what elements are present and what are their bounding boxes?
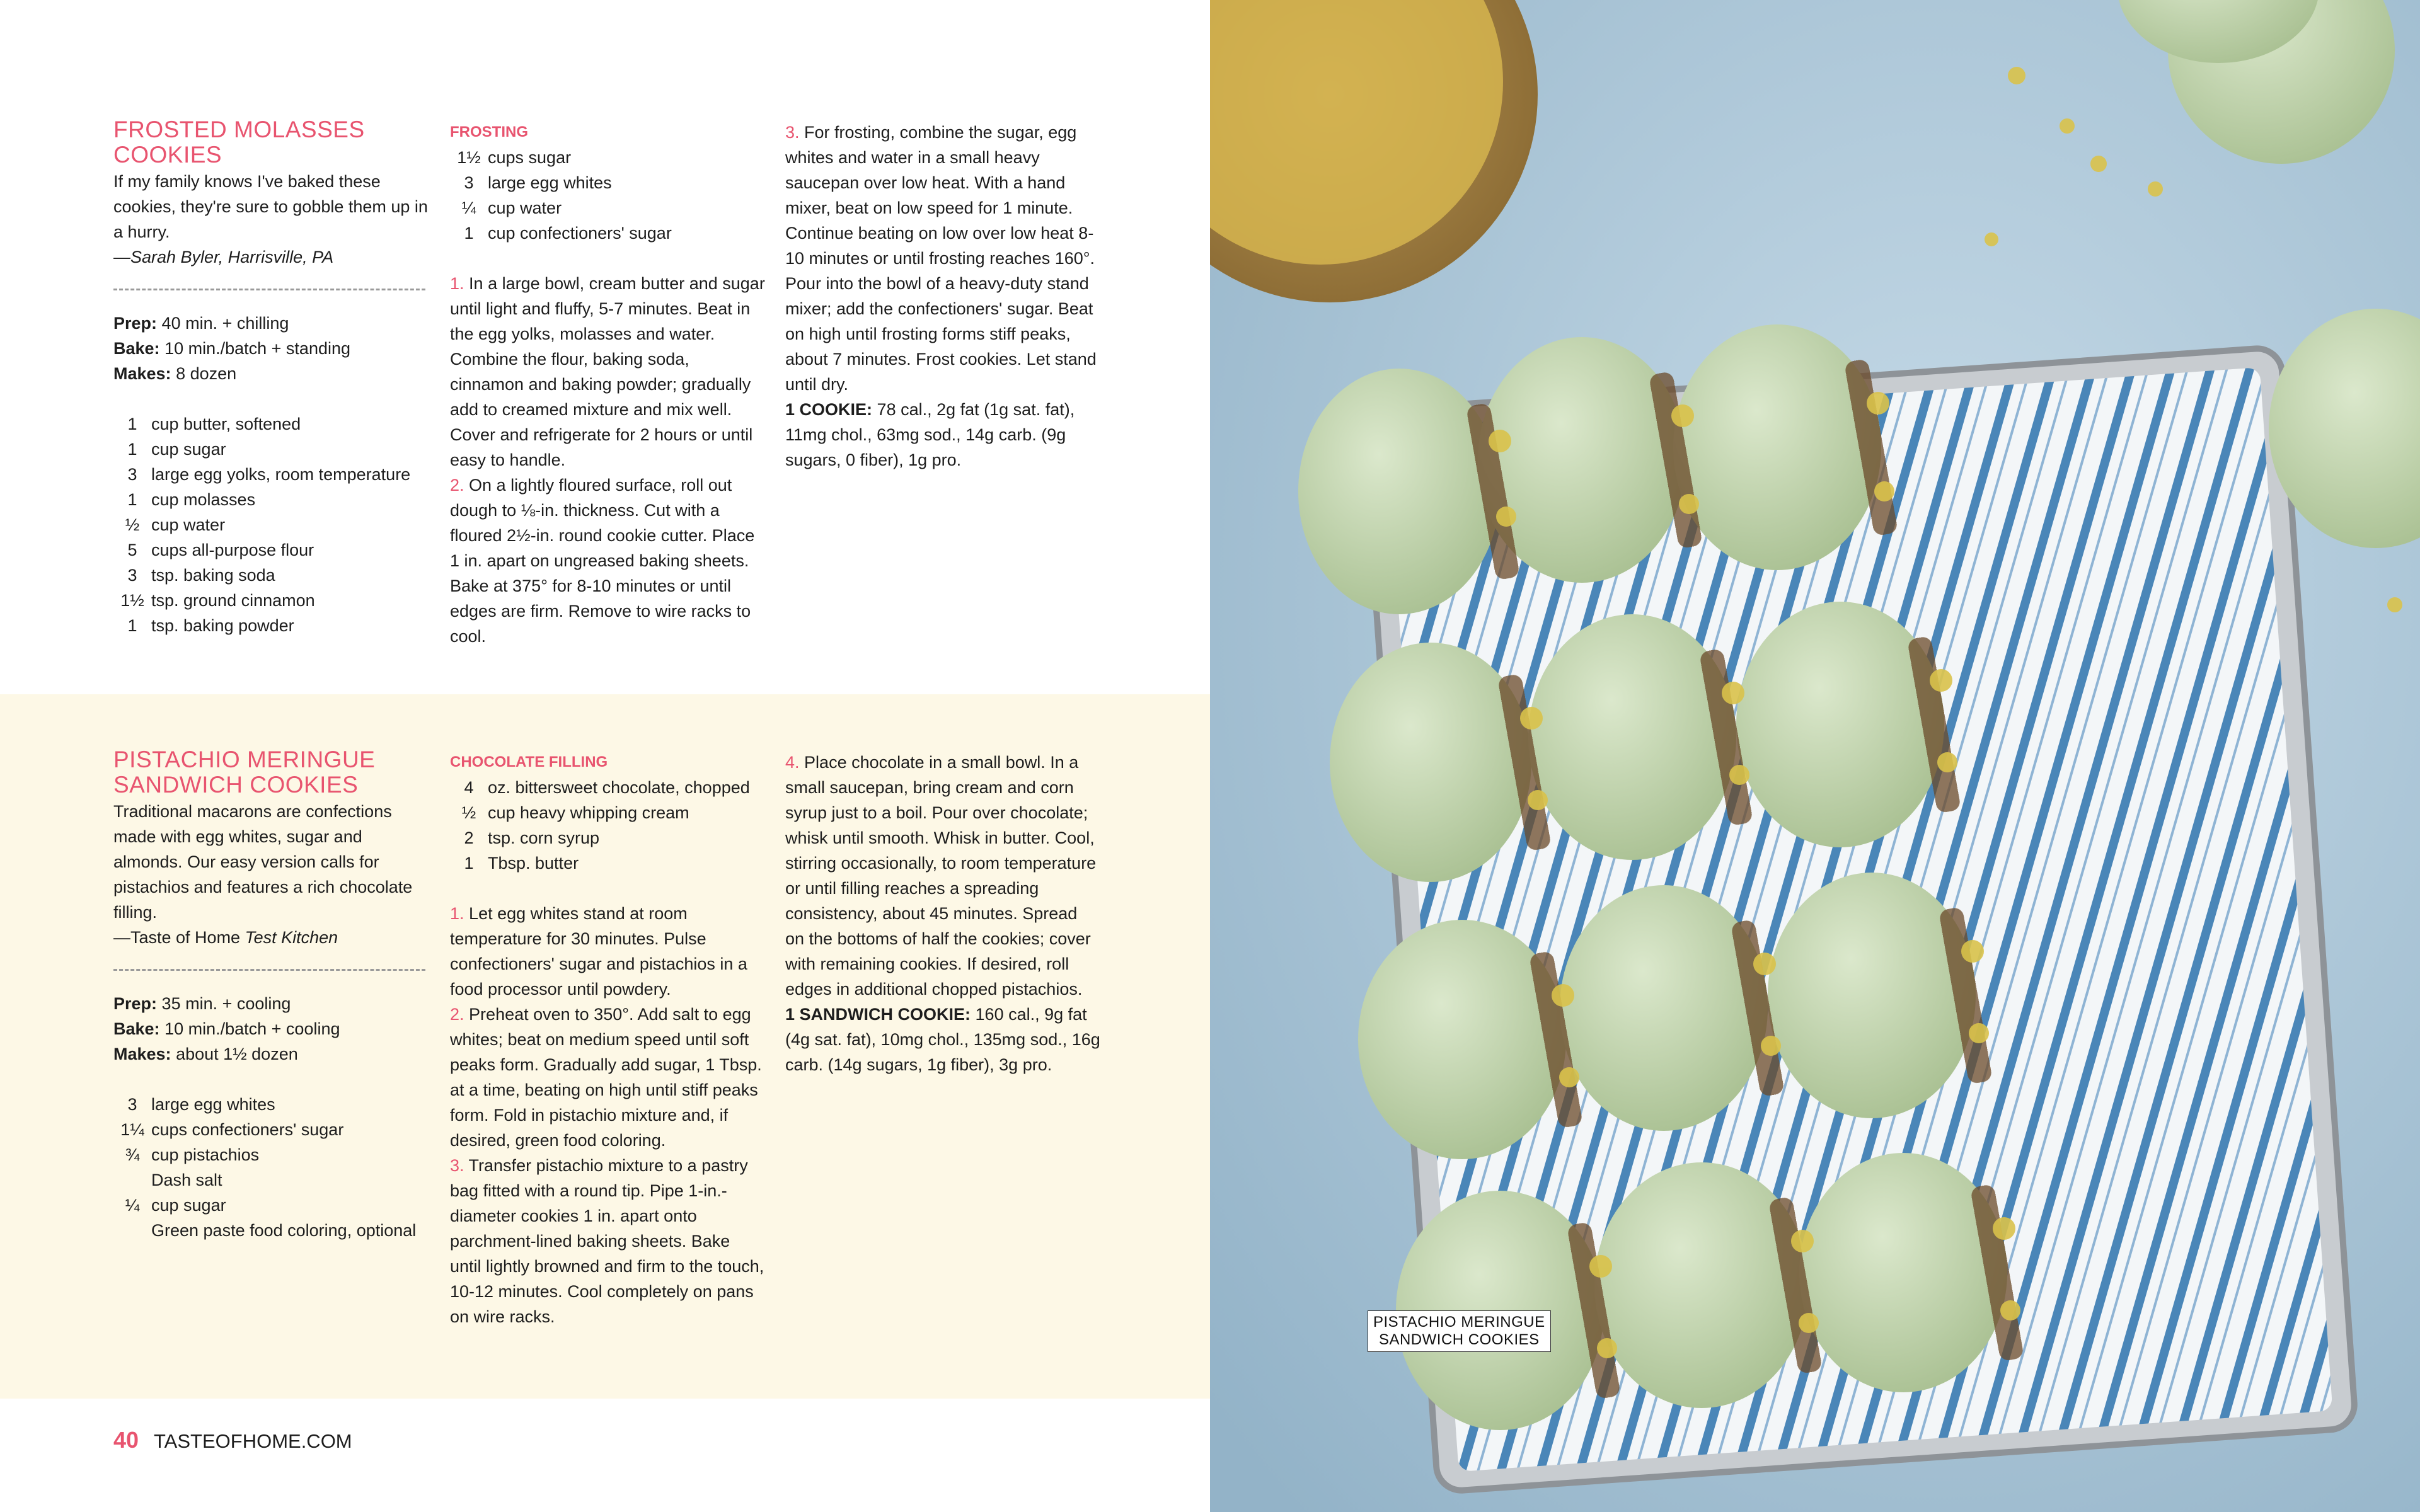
ingredient-qty: 1 [127, 490, 137, 509]
byline-italic: Test Kitchen [245, 928, 338, 947]
ingredient-qty: ¾ [125, 1145, 140, 1164]
ingredient-row [113, 613, 429, 638]
ingredient-row [113, 512, 429, 537]
frosting-ingredients [450, 145, 765, 246]
recipe1-column-2 [450, 120, 765, 649]
step-text: Place chocolate in a small bowl. In a small saucepan, bring cream and corn syrup just to a boil. Pour over chocolate; whisk until smooth. Whisk in butter. Cool, stirring occasionally, to room temperature or until filling reaches a spreading consistency, about 45 minutes. Spread on the bottoms of half the cookies; cover with remaining cookies. If desired, roll edges in additional chopped pistachios. [785, 753, 1097, 999]
bake-time: 10 min./batch + cooling [164, 1019, 340, 1038]
makes-label: Makes: [113, 364, 171, 383]
prep-label: Prep: [113, 314, 158, 333]
byline-prefix: —Taste of Home [113, 928, 245, 947]
filling-ingredients [450, 775, 765, 876]
step-text: On a lightly floured surface, roll out dough to ⅛-in. thickness. Cut with a floured 2½-in. round cookie cutter. Place 1 in. apart on ungreased baking sheets. Bake at 375° for 8-10 minutes or until edges are firm. Remove to wire racks to cool. [450, 476, 755, 646]
ingredient-qty: ½ [461, 803, 476, 822]
ingredient-qty: 4 [464, 778, 474, 797]
frosting-heading: FROSTING [450, 123, 528, 140]
ingredient-row [450, 195, 765, 220]
ingredient-row [113, 1218, 429, 1243]
ingredient-row [113, 437, 429, 462]
step-number: 3. [785, 123, 800, 142]
caption-line-1: PISTACHIO MERINGUE [1373, 1314, 1545, 1331]
ingredient-item: cup heavy whipping cream [488, 803, 689, 822]
step-text: Preheat oven to 350°. Add salt to egg whites; beat on medium speed until soft peaks form. Gradually add sugar, 1 Tbsp. at a time, beating on high until stiff peaks form. Fold in pistachio mixture and, if desired, green food coloring. [450, 1005, 762, 1150]
ingredient-item: cup pistachios [151, 1145, 260, 1164]
ingredient-row [450, 220, 765, 246]
step-number: 1. [450, 904, 464, 923]
step [450, 901, 765, 1002]
makes-yield: 8 dozen [176, 364, 237, 383]
ingredient-item: cups sugar [488, 148, 572, 167]
recipe1-ingredients [113, 411, 429, 638]
ingredient-row [113, 462, 429, 487]
recipe2-intro: Traditional macarons are confections made with egg whites, sugar and almonds. Our easy version calls for pistachios and features a rich chocolate filling. [113, 802, 413, 922]
ingredient-item: large egg whites [488, 173, 612, 192]
ingredient-row [113, 1193, 429, 1218]
step [785, 120, 1100, 397]
recipe2-byline [113, 925, 429, 950]
ingredient-row [113, 563, 429, 588]
step-text: In a large bowl, cream butter and sugar until light and fluffy, 5-7 minutes. Beat in the egg yolks, molasses and water. Combine the flour, baking soda, cinnamon and baking powder; gradually add to creamed mixture and mix well. Cover and refrigerate for 2 hours or until easy to handle. [450, 274, 765, 469]
ingredient-item: large egg yolks, room temperature [151, 465, 411, 484]
chocolate-filling-heading: CHOCOLATE FILLING [450, 753, 608, 770]
site-name: TASTEOFHOME.COM [154, 1430, 352, 1452]
photo-caption [1368, 1310, 1551, 1352]
ingredient-item: cup confectioners' sugar [488, 224, 672, 243]
ingredient-item: cup water [151, 515, 226, 534]
step [450, 472, 765, 649]
recipe2-column-3 [785, 750, 1100, 1077]
ingredient-row [113, 1092, 429, 1117]
ingredient-item: Green paste food coloring, optional [151, 1221, 417, 1240]
ingredient-qty: 1 [464, 224, 474, 243]
ingredient-qty: 1¼ [120, 1120, 144, 1139]
prep-time: 40 min. + chilling [161, 314, 289, 333]
recipe1-byline: —Sarah Byler, Harrisville, PA [113, 248, 334, 266]
ingredient-row [450, 145, 765, 170]
step-number: 4. [785, 753, 800, 772]
recipe2-nutrition [785, 1002, 1100, 1077]
recipe1-meta [113, 311, 429, 386]
recipe2-column-1 [113, 747, 429, 1243]
ingredient-qty [113, 1218, 151, 1243]
recipe2-steps [450, 901, 765, 1329]
ingredient-row [113, 1142, 429, 1167]
ingredient-item: large egg whites [151, 1095, 275, 1114]
ingredient-row [450, 170, 765, 195]
ingredient-qty: 1 [464, 854, 474, 873]
step-number: 2. [450, 1005, 464, 1024]
nutrition-label: 1 COOKIE: [785, 400, 873, 419]
ingredient-qty: 3 [127, 1095, 137, 1114]
recipe2-column-2 [450, 750, 765, 1329]
ingredient-item: cup sugar [151, 440, 226, 459]
cookie-photo [1210, 0, 2420, 1512]
step-text: Let egg whites stand at room temperature for 30 minutes. Pulse confectioners' sugar and pistachios in a food processor until powdery. [450, 904, 747, 999]
prep-label: Prep: [113, 994, 158, 1013]
ingredient-row [450, 775, 765, 800]
ingredient-qty [113, 1167, 151, 1193]
ingredient-row [113, 537, 429, 563]
recipe1-title: FROSTED MOLASSES COOKIES [113, 117, 365, 168]
step-text: Transfer pistachio mixture to a pastry bag fitted with a round tip. Pipe 1-in.-diameter cookies 1 in. apart onto parchment-lined baking sheets. Bake until lightly browned and firm to the touch, 10-12 minutes. Cool completely on pans on wire racks. [450, 1156, 764, 1326]
ingredient-row [450, 825, 765, 850]
ingredient-qty: 3 [464, 173, 474, 192]
ingredient-qty: ¼ [125, 1196, 140, 1215]
recipe2-meta [113, 991, 429, 1067]
ingredient-item: Tbsp. butter [488, 854, 579, 873]
recipe1-intro: If my family knows I've baked these cookies, they're sure to gobble them up in a hurry. [113, 172, 428, 241]
ingredient-item: cups all-purpose flour [151, 541, 314, 559]
ingredient-qty: 3 [127, 465, 137, 484]
step [450, 1002, 765, 1153]
ingredient-row [113, 411, 429, 437]
page-footer [113, 1428, 352, 1454]
makes-label: Makes: [113, 1045, 171, 1063]
makes-yield: about 1½ dozen [176, 1045, 298, 1063]
ingredient-qty: 3 [127, 566, 137, 585]
ingredient-item: tsp. baking powder [151, 616, 294, 635]
nutrition-text: 78 cal., 2g fat (1g sat. fat), 11mg chol., 63mg sod., 14g carb. (9g sugars, 0 fiber), 1g pro. [785, 400, 1075, 469]
step-number: 1. [450, 274, 464, 293]
ingredient-qty: 1½ [457, 148, 481, 167]
step [785, 750, 1100, 1002]
ingredient-row [450, 800, 765, 825]
ingredient-qty: ¼ [461, 198, 476, 217]
recipe2-title: PISTACHIO MERINGUE SANDWICH COOKIES [113, 747, 376, 798]
bake-label: Bake: [113, 1019, 160, 1038]
photo-illustration [1210, 0, 2420, 1512]
prep-time: 35 min. + cooling [161, 994, 291, 1013]
step-text: For frosting, combine the sugar, egg whites and water in a small heavy saucepan over low heat. With a hand mixer, beat on low speed for 1 minute. Continue beating on low over low heat 8-10 minutes or until frosting reaches 160°. Pour into the bowl of a heavy-duty stand mixer; add the confectioners' sugar. Beat on high until frosting forms stiff peaks, about 7 minutes. Frost cookies. Let stand until dry. [785, 123, 1097, 394]
ingredient-qty: 1 [127, 616, 137, 635]
ingredient-qty: 2 [464, 828, 474, 847]
ingredient-row [113, 1117, 429, 1142]
nutrition-label: 1 SANDWICH COOKIE: [785, 1005, 971, 1024]
ingredient-qty: 1 [127, 440, 137, 459]
ingredient-item: tsp. baking soda [151, 566, 275, 585]
recipe2-ingredients [113, 1092, 429, 1243]
ingredient-item: cups confectioners' sugar [151, 1120, 344, 1139]
ingredient-item: tsp. ground cinnamon [151, 591, 315, 610]
recipe1-column-3 [785, 120, 1100, 472]
step-number: 2. [450, 476, 464, 495]
ingredient-row [113, 588, 429, 613]
nutrition-text: 160 cal., 9g fat (4g sat. fat), 10mg chol., 135mg sod., 16g carb. (14g sugars, 1g fiber), 3g pro. [785, 1005, 1100, 1074]
ingredient-item: cup water [488, 198, 562, 217]
ingredient-qty: 5 [127, 541, 137, 559]
ingredient-item: cup sugar [151, 1196, 226, 1215]
ingredient-item: oz. bittersweet chocolate, chopped [488, 778, 750, 797]
bake-label: Bake: [113, 339, 160, 358]
ingredient-row [113, 1167, 429, 1193]
step [450, 271, 765, 472]
ingredient-qty: 1½ [120, 591, 144, 610]
ingredient-row [450, 850, 765, 876]
caption-line-2: SANDWICH COOKIES [1378, 1331, 1540, 1348]
step-number: 3. [450, 1156, 464, 1175]
ingredient-qty: ½ [125, 515, 140, 534]
divider [113, 289, 425, 290]
ingredient-item: cup butter, softened [151, 415, 301, 433]
recipe1-steps [450, 271, 765, 649]
bake-time: 10 min./batch + standing [164, 339, 351, 358]
ingredient-item: tsp. corn syrup [488, 828, 600, 847]
ingredient-qty: 1 [127, 415, 137, 433]
page-number: 40 [113, 1427, 139, 1453]
ingredient-row [113, 487, 429, 512]
ingredient-item: Dash salt [151, 1171, 222, 1189]
step [450, 1153, 765, 1329]
ingredient-item: cup molasses [151, 490, 256, 509]
divider [113, 969, 425, 971]
recipe1-column-1 [113, 117, 429, 638]
recipe1-nutrition [785, 397, 1100, 472]
